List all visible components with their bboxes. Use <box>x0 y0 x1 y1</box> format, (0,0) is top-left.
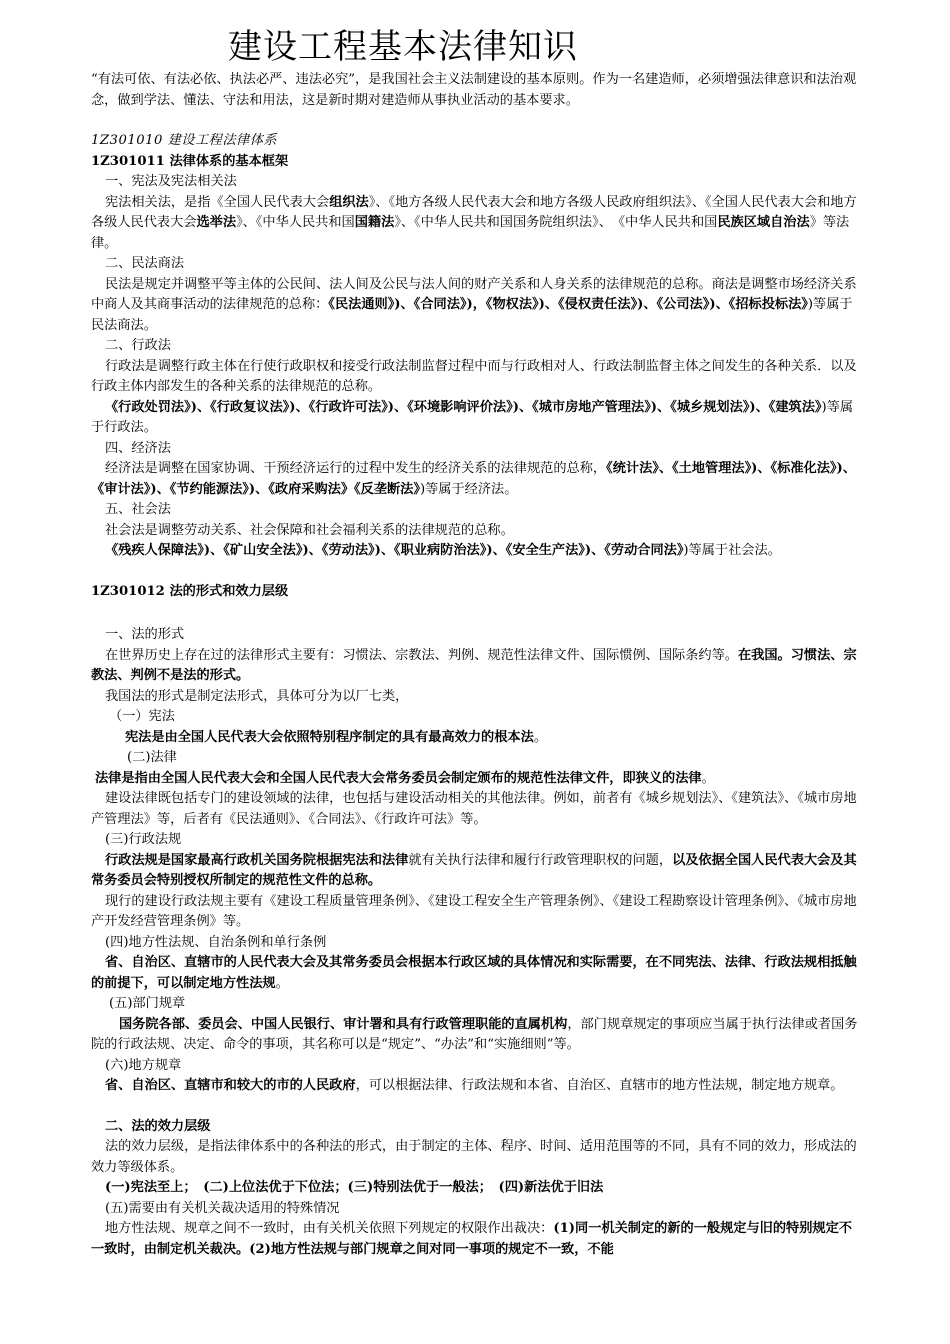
economic-law-paragraph: 经济法是调整在国家协调、干预经济运行的过程中发生的经济关系的法律规范的总称，《统计法》、《土地管理法》)、《标准化法》)、《审计法》)、《节约能源法》)、《政府采购法》《反垄断法》)等属于经济法。 <box>91 461 856 497</box>
heading-admin-regulations: (三)行政法规 <box>105 832 182 847</box>
department-rules-definition: 国务院各部、委员会、中国人民银行、审计署和具有行政管理职能的直属机构，部门规章规定的事项应当属于执行法律或者国务院的行政法规、决定、命令的事项，其名称可以是“规定”、“办法”和“实施细则”等。 <box>91 1016 858 1052</box>
effect-levels-rules: (一)宪法至上； (二)上位法优于下位法；(三)特别法优于一般法； (四)新法优于旧法 <box>105 1180 604 1195</box>
admin-law-list: 《行政处罚法》)、《行政复议法》)、《行政许可法》)、《环境影响评价法》)、《城市房地产管理法》)、《城乡规划法》)、《建筑法》)等属于行政法。 <box>91 399 854 435</box>
heading-constitution-form: （一）宪法 <box>109 709 175 724</box>
spacer <box>91 602 863 625</box>
heading-special-cases: (五)需要由有关机关裁决适用的特殊情况 <box>105 1200 340 1216</box>
constitution-definition: 宪法是由全国人民代表大会依照特别程序制定的具有最高效力的根本法。 <box>125 729 547 745</box>
social-law-list: 《残疾人保障法》)、《矿山安全法》)、《劳动法》)、《职业病防治法》)、《安全生产法》)、《劳动合同法》)等属于社会法。 <box>105 543 781 558</box>
law-definition: 法律是指由全国人民代表大会和全国人民代表大会常务委员会制定颁布的规范性法律文件，即狭义的法律。 <box>95 770 715 786</box>
law-forms-paragraph: 在世界历史上存在过的法律形式主要有：习惯法、宗教法、判例、规范性法律文件、国际惯例、国际条约等。在我国。习惯法、宗教法、判例不是法的形式。 <box>91 647 857 683</box>
document-title: 建设工程基本法律知识 <box>228 27 578 67</box>
heading-law-forms: 一、法的形式 <box>105 627 185 642</box>
heading-effect-levels: 二、法的效力层级 <box>105 1118 211 1134</box>
heading-law-form: (二)法律 <box>127 750 177 765</box>
heading-department-rules: (五)部门规章 <box>109 996 186 1011</box>
constitution-paragraph: 宪法相关法，是指《全国人民代表大会组织法》、《地方各级人民代表大会和地方各级人民政府组织法》、《全国人民代表大会和地方各级人民代表大会选举法》、《中华人民共和国国籍法》、《中华人民共和国国务院组织法》、 《中华人民共和国民族区域自治法》等法律。 <box>91 194 857 251</box>
section-code: 1Z301010 建设工程法律体系 <box>91 133 278 148</box>
section-heading: 1Z301012 法的形式和效力层级 <box>91 583 289 599</box>
heading-constitution: 一、宪法及宪法相关法 <box>105 174 237 189</box>
construction-law-paragraph: 建设法律既包括专门的建设领域的法律，也包括与建设活动相关的其他法律。例如，前者有《城乡规划法》、《建筑法》、《城市房地产管理法》等，后者有《民法通则》、《合同法》、《行政许可法》等。 <box>91 791 857 827</box>
document-page <box>91 24 863 1260</box>
spacer <box>91 562 863 582</box>
heading-civil-law: 二、民法商法 <box>105 256 185 271</box>
heading-economic-law: 四、经济法 <box>105 440 171 456</box>
special-cases-paragraph: 地方性法规、规章之间不一致时，由有关机关依照下列规定的权限作出裁决：(1)同一机关制定的新的一般规定与旧的特别规定不一致时，由制定机关裁决。(2)地方性法规与部门规章之间对同一事项的规定不一致，不能 <box>91 1221 852 1257</box>
admin-regulations-definition: 行政法规是国家最高行政机关国务院根据宪法和法律就有关执行法律和履行行政管理职权的问题，以及依据全国人民代表大会及其常务委员会特别授权所制定的规范性文件的总称。 <box>91 852 857 888</box>
heading-local-regulations: (四)地方性法规、自治条例和单行条例 <box>105 934 327 950</box>
heading-social-law: 五、社会法 <box>105 502 171 517</box>
civil-law-paragraph: 民法是规定并调整平等主体的公民间、法人间及公民与法人间的财产关系和人身关系的法律规范的总称。商法是调整市场经济关系中商人及其商事活动的法律规范的总称：《民法通则》)、《合同法》)，《物权法》)、《侵权责任法》)、《公司法》)、《招标投标法》)等属于民法商法。 <box>91 276 857 333</box>
local-rules-definition: 省、自治区、直辖市和较大的市的人民政府，可以根据法律、行政法规和本省、自治区、直辖市的地方性法规，制定地方规章。 <box>105 1078 844 1093</box>
section-heading: 1Z301011 法律体系的基本框架 <box>91 153 289 169</box>
heading-admin-law: 二、行政法 <box>105 338 171 353</box>
spacer <box>91 1097 863 1117</box>
admin-law-paragraph: 行政法是调整行政主体在行使行政职权和接受行政法制监督过程中而与行政相对人、行政法制监督主体之间发生的各种关系．以及行政主体内部发生的各种关系的法律规范的总称。 <box>91 358 857 394</box>
effect-levels-paragraph: 法的效力层级，是指法律体系中的各种法的形式，由于制定的主体、程序、时间、适用范围等的不同，具有不同的效力，形成法的效力等级体系。 <box>91 1139 857 1175</box>
local-regulations-definition: 省、自治区、直辖市的人民代表大会及其常务委员会根据本行政区域的具体情况和实际需要，在不同宪法、法律、行政法规相抵触的前提下，可以制定地方性法规。 <box>91 955 857 991</box>
intro-paragraph: “有法可依、有法必依、执法必严、违法必究”，是我国社会主义法制建设的基本原则。作为一名建造师，必须增强法律意识和法治观念，做到学法、懂法、守法和用法，这是新时期对建造师从事执业活动的基本要求。 <box>91 72 857 108</box>
social-law-paragraph: 社会法是调整劳动关系、社会保障和社会福利关系的法律规范的总称。 <box>105 522 514 538</box>
admin-regulations-list: 现行的建设行政法规主要有《建设工程质量管理条例》、《建设工程安全生产管理条例》、《建设工程勘察设计管理条例》、《城市房地产开发经营管理条例》等。 <box>91 893 857 929</box>
law-forms-intro: 我国法的形式是制定法形式，具体可分为以厂七类， <box>105 688 409 704</box>
heading-local-rules: (六)地方规章 <box>105 1057 182 1073</box>
spacer <box>91 111 863 131</box>
